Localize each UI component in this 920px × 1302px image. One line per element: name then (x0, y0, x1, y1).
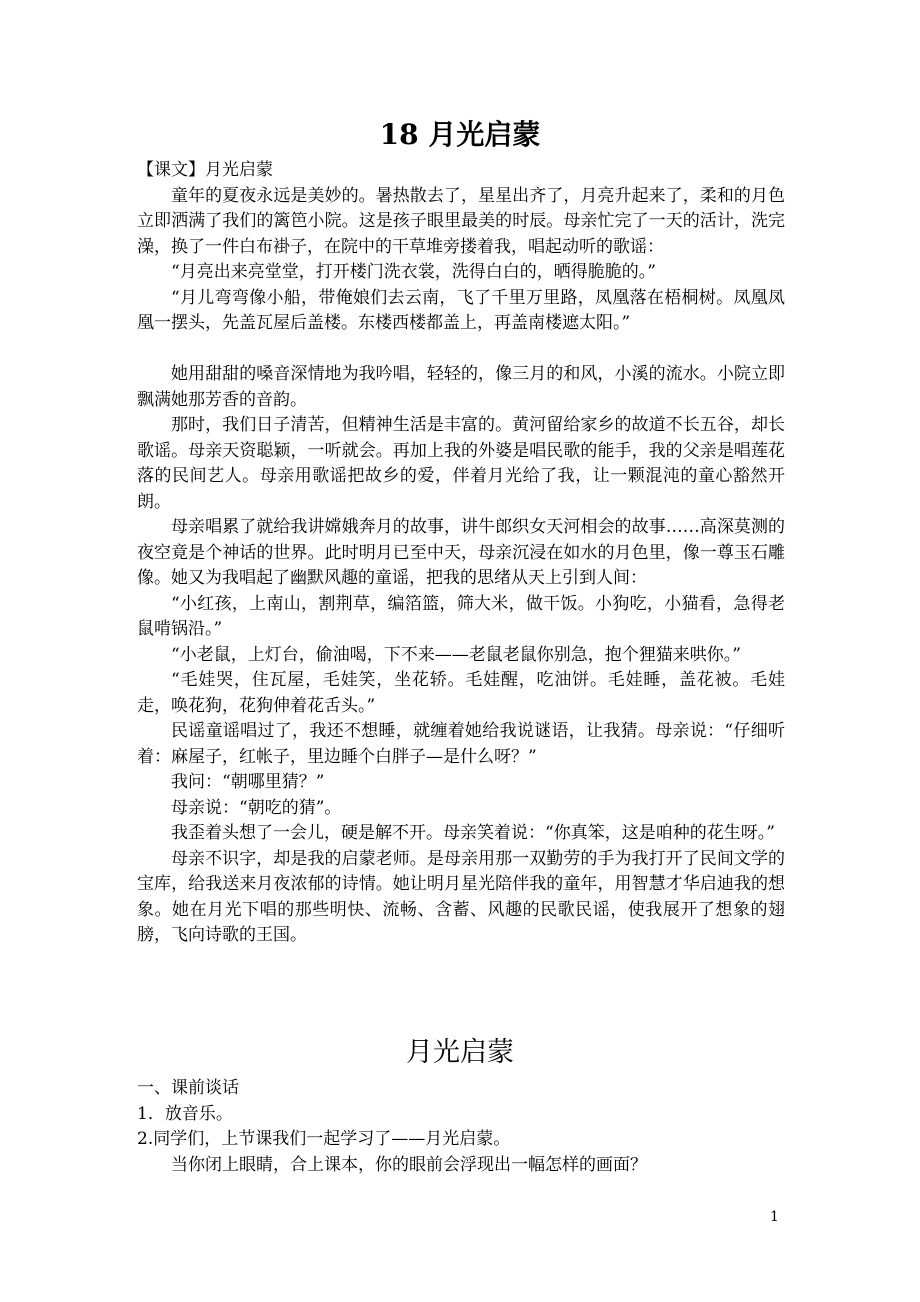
lesson-text (137, 158, 785, 949)
paragraph: 童年的夏夜永远是美妙的。暑热散去了，星星出齐了，月亮升起来了，柔和的月色立即洒满了我们的篱笆小院。这是孩子眼里最美的时辰。母亲忙完了一天的活计，洗完澡，换了一件白布褂子，在院中的干草堆旁搂着我，唱起动听的歌谣： (137, 185, 785, 257)
section-title: 月光启蒙 (406, 1037, 514, 1068)
blank-line (137, 337, 785, 363)
paragraph: “月亮出来亮堂堂，打开楼门洗衣裳，洗得白白的，晒得脆脆的。” (171, 262, 656, 282)
lesson-plan (137, 1076, 785, 1178)
paragraph: 那时，我们日子清苦，但精神生活是丰富的。黄河留给家乡的故道不长五谷，却长歌谣。母亲天资聪颖，一听就会。再加上我的外婆是唱民歌的能手，我的父亲是唱莲花落的民间艺人。母亲用歌谣把故乡的爱，伴着月光给了我，让一颗混沌的童心豁然开朗。 (137, 415, 785, 512)
plan-item: 2.同学们，上节课我们一起学习了——月光启蒙。 (137, 1129, 511, 1149)
paragraph: “月儿弯弯像小船，带俺娘们去云南，飞了千里万里路，凤凰落在梧桐树。凤凰凤凰一摆头，先盖瓦屋后盖楼。东楼西楼都盖上，再盖南楼遮太阳。” (137, 287, 785, 333)
text-label: 【课文】月光启蒙 (137, 160, 273, 180)
paragraph: “小红孩，上南山，割荆草，编箔篮，筛大米，做干饭。小狗吃，小猫看，急得老鼠啃锅沿。” (137, 593, 785, 639)
paragraph: 母亲不识字，却是我的启蒙老师。是母亲用那一双勤劳的手为我打开了民间文学的宝库，给我送来月夜浓郁的诗情。她让明月星光陪伴我的童年，用智慧才华启迪我的想象。她在月光下唱的那些明快、流畅、含蓄、风趣的民歌民谣，使我展开了想象的翅膀，飞向诗歌的王国。 (137, 848, 785, 945)
paragraph: 母亲唱累了就给我讲嫦娥奔月的故事，讲牛郎织女天河相会的故事……高深莫测的夜空竟是个神话的世界。此时明月已至中天，母亲沉浸在如水的月色里，像一尊玉石雕像。她又为我唱起了幽默风趣的童谣，把我的思绪从天上引到人间： (137, 517, 785, 588)
paragraph: “小老鼠，上灯台，偷油喝，下不来——老鼠老鼠你别急，抱个狸猫来哄你。” (171, 644, 741, 665)
paragraph: 她用甜甜的嗓音深情地为我吟唱，轻轻的，像三月的和风，小溪的流水。小院立即飘满她那芳香的音韵。 (137, 364, 785, 410)
plan-question: 当你闭上眼睛，合上课本，你的眼前会浮现出一幅怎样的画面？ (171, 1154, 647, 1175)
paragraph: 我歪着头想了一会儿，硬是解不开。母亲笑着说：“你真笨，这是咱种的花生呀。” (171, 823, 775, 843)
paragraph: 母亲说：“朝吃的猜”。 (171, 797, 342, 818)
page-number: 1 (770, 1209, 779, 1225)
plan-item: 1．放音乐。 (137, 1103, 233, 1124)
lesson-title: 18 月光启蒙 (379, 118, 541, 151)
paragraph: “毛娃哭，住瓦屋，毛娃笑，坐花轿。毛娃醒，吃油饼。毛娃睡，盖花被。毛娃走，唤花狗，花狗伸着花舌头。” (137, 670, 785, 716)
section-heading: 一、课前谈话 (137, 1078, 239, 1098)
paragraph: 我问：“朝哪里猜？” (171, 772, 325, 792)
paragraph: 民谣童谣唱过了，我还不想睡，就缠着她给我说谜语，让我猜。母亲说：“仔细听着：麻屋子，红帐子，里边睡个白胖子—是什么呀？” (137, 721, 785, 767)
